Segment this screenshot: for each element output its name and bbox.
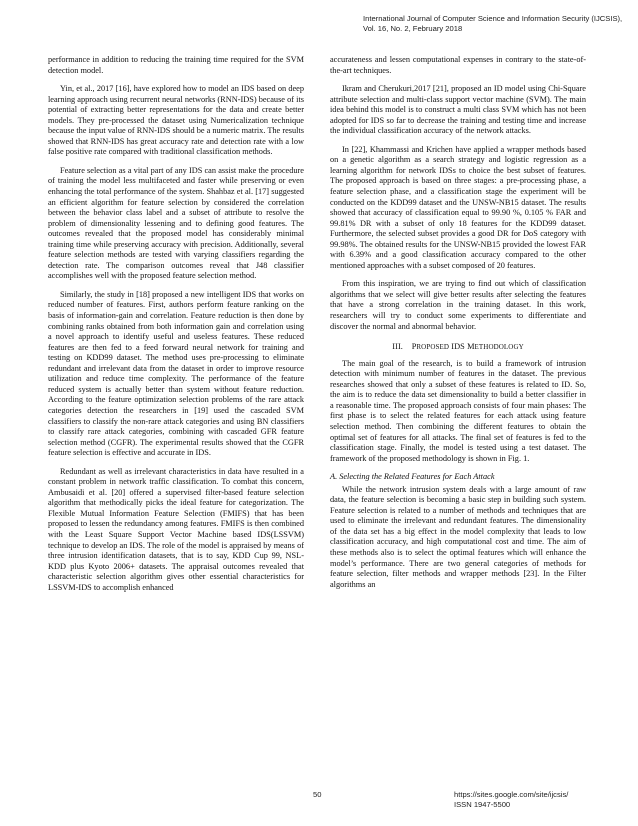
paragraph: From this inspiration, we are trying to find out which of classification algorithms that we select will give better results after selecting the features that have a strong correlation in the training dataset. In this work, researchers will try to conduct some experiments to differentiate and discover the normal and abnormal behavior. bbox=[330, 279, 586, 331]
right-column bbox=[330, 55, 586, 590]
left-column bbox=[48, 55, 304, 593]
journal-volume: Vol. 16, No. 2, February 2018 bbox=[363, 24, 463, 33]
paragraph: Similarly, the study in [18] proposed a new intelligent IDS that works on reduced number of features. First, authors perform feature ranking on the basis of information-gain and correlation. Feature reduction is then done by combining ranks obtained from both information gain and correlation using a novel approach to identify useful and useless features. These reduced features are then fed to a feed forward neural network for training and testing on KDD99 dataset. The method uses pre-processing to eliminate redundant and irrelevant data from the dataset in order to improve resource utilization and reduce time complexity. The performance of the feature reduced system is actually better than system without feature reduction. According to the feature optimization selection problems of the rare attack categories detection the researchers in [19] used the cascaded SVM classifiers to classify the non-rare attack categories and using BN classifiers to classify rare attack categories, combining with cascaded GFR feature selection method (CGFR). The experimental results showed that the CGFR feature selection is effective and accurate in IDS. bbox=[48, 289, 304, 458]
issn: ISSN 1947-5500 bbox=[454, 800, 511, 809]
paragraph: performance in addition to reducing the training time required for the SVM detection model. bbox=[48, 55, 304, 75]
journal-url[interactable]: https://sites.google.com/site/ijcsis/ bbox=[454, 790, 569, 799]
paragraph: Ikram and Cherukuri,2017 [21], proposed an ID model using Chi-Square attribute selection and multi-class support vector machine (SVM). The main idea behind this model is to construct a multi class SVM which has not been adopted for IDS so far to decrease the training and testing time and increase the individual classification accuracy of the network attacks. bbox=[330, 84, 586, 136]
paragraph: Yin, et al., 2017 [16], have explored how to model an IDS based on deep learning approach using recurrent neural networks (RNN-IDS) because of its potential of extracting better representations for the data and create better models. They pre-processed the dataset using Numericalization technique because the input value of RNN-IDS should be a numeric matrix. The results showed that RNN-IDS has great accuracy rate and detection rate with a low false positive rate compared with traditional classification methods. bbox=[48, 84, 304, 157]
page-number: 50 bbox=[313, 790, 322, 799]
paragraph: While the network intrusion system deals with a large amount of raw data, the feature selection is becoming a basic step in building such system. Feature selection is related to a number of methods and techniques that are used to eliminate the irrelevant and redundant features. The dimensionality of the data set has a big effect in the model complexity that leads to low classification accuracy, and high computational cost and time. The aim of these methods also is to select the optimal features which will enhance the model’s performance. There are two general categories of methods for feature selection, filter methods and wrapper methods [23]. In the Filter algorithms an bbox=[330, 484, 586, 589]
journal-title: International Journal of Computer Science and Information Security (IJCSIS), bbox=[363, 14, 623, 23]
section-heading: III. PROPOSED IDS METHODOLOGY bbox=[392, 342, 524, 352]
paragraph: Redundant as well as irrelevant characteristics in data have resulted in a constant problem in network traffic classification. To combat this concern, Ambusaidi et al. [20] offered a supervised filter-based feature selection algorithm that methodically picks the ideal feature for categorization. The Flexible Mutual Information Feature Selection (FMIFS) that has been proposed to lessen the redundancy among features. FMIFS is then combined with the Least Square Support Vector Machine based IDS(LSSVM) technique to develop an IDS. The role of the model is appraised by means of three intrusion identification datasets, that is to say, KDD Cup 99, NSL-KDD plus Kyoto 2006+ datasets. The appraisal outcomes revealed that characteristic selection algorithm gives other essential characteristics for LSSVM-IDS to accomplish enhanced bbox=[48, 466, 304, 592]
footer-info bbox=[454, 790, 568, 810]
subsection-heading: A. Selecting the Related Features for Each Attack bbox=[330, 472, 495, 482]
paragraph: The main goal of the research, is to build a framework of intrusion detection with minimum number of features in the dataset. The previous researches showed that only a subset of these features is related to ID. So, the aim is to reduce the data set dimensionality to build a better classifier in a reasonable time. The proposed approach consists of four main phases: The first phase is to select the related features for each attack using feature selection method. Then combining the different features to obtain the optimal set of features for all attacks. The final set of features is fed to the classification stage. Finally, the model is tested using a test dataset. The framework of the proposed methodology is shown in Fig. 1. bbox=[330, 358, 586, 463]
paragraph: In [22], Khammassi and Krichen have applied a wrapper methods based on a genetic algorithm as a search strategy and logistic regression as a learning algorithm for network IDSs to choice the best subset of features. The proposed approach is based on three stages: a pre-processing phase, a feature selection phase, and a classification stage the experiment will be conducted on the KDD99 dataset and the UNSW-NB15 dataset. The results showed that accuracy of classification equal to 99.90 %, 0.105 % FAR and 99.81% DR with a subset of only 18 features for the KDD99 dataset. Furthermore, the selected subset provides a good DR for DoS category with 99.98%. The obtained results for the UNSW-NB15 provided the lowest FAR with 6.39% and a good classification accuracy compared to the other mentioned approaches with a subset composed of 20 features. bbox=[330, 144, 586, 270]
paragraph: Feature selection as a vital part of any IDS can assist make the procedure of training the model less multifaceted and faster while preserving or even enhancing the total performance of the system. Shahbaz et al. [17] suggested an efficient algorithm for feature selection by considered the correlation between the behavior class label and a subset of attribute to resolve the problem of dimensionality lessening and to defining good features. The outcomes revealed that the proposed model has considerably minimal training time while preserving accuracy with precision. Additionally, several feature selection methods are tested with varying classifiers regarding the detection rate. The comparison outcomes reveal that J48 classifier accomplishes well with the proposed feature selection method. bbox=[48, 165, 304, 281]
paragraph: accurateness and lessen computational expenses in contrary to the state-of-the-art techniques. bbox=[330, 55, 586, 75]
journal-header bbox=[363, 14, 622, 34]
